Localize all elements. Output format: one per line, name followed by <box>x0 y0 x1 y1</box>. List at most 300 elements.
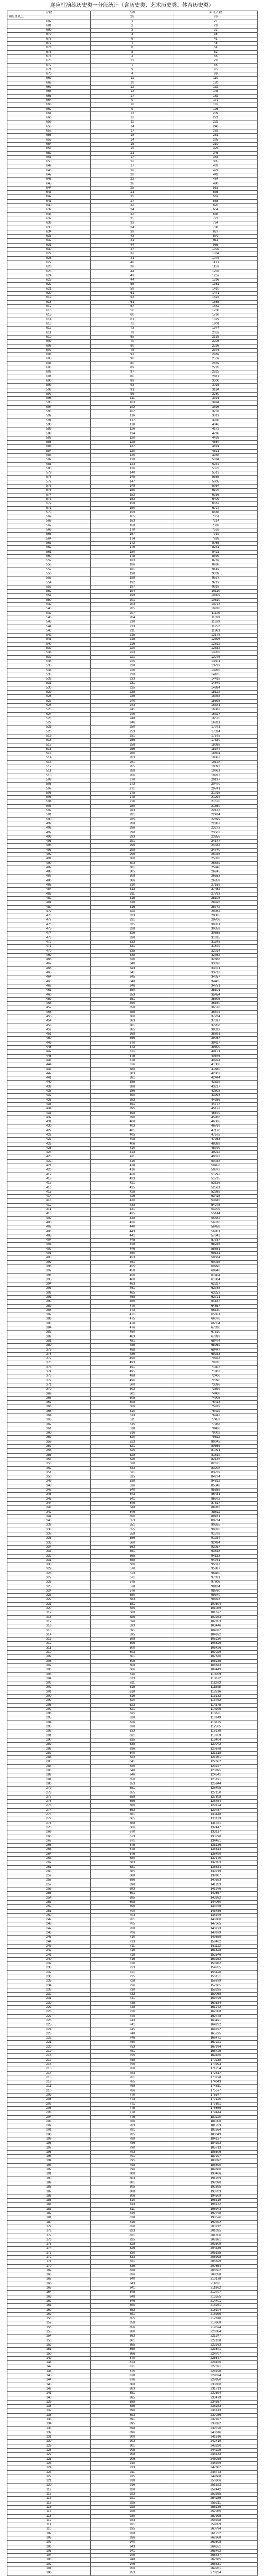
table-row <box>7 2497 258 2501</box>
count-cell: 873 <box>91 2361 174 2365</box>
score-cell: 232 <box>7 1993 91 1997</box>
cumulative-cell: 163491 <box>174 2019 258 2023</box>
table-row <box>7 2501 258 2505</box>
score-cell: 364 <box>7 1414 91 1418</box>
count-cell: 47 <box>91 248 174 252</box>
count-cell: 130 <box>91 449 174 453</box>
score-cell: 211 <box>7 2085 91 2089</box>
cumulative-cell: 22414 <box>174 813 258 817</box>
score-cell: 637 <box>7 217 91 221</box>
table-row <box>7 1173 258 1177</box>
count-cell: 355 <box>91 1002 174 1006</box>
table-row <box>7 1212 258 1216</box>
count-cell: 898 <box>91 2426 174 2431</box>
score-cell: 320 <box>7 1607 91 1611</box>
cumulative-cell: 4172 <box>174 427 258 432</box>
count-cell: 676 <box>91 1852 174 1856</box>
cumulative-cell: 214401 <box>174 2299 258 2303</box>
table-row <box>7 1348 258 1352</box>
count-cell: 286 <box>91 826 174 831</box>
count-cell: 685 <box>91 1870 174 1874</box>
score-cell: 550 <box>7 598 91 602</box>
score-cell: 184 <box>7 2203 91 2207</box>
table-row <box>7 54 258 59</box>
score-cell: 227 <box>7 2014 91 2019</box>
table-row <box>7 1107 258 1111</box>
score-cell: 188 <box>7 2186 91 2190</box>
score-cell: 508 <box>7 783 91 787</box>
score-cell: 510 <box>7 774 91 778</box>
score-cell: 492 <box>7 853 91 857</box>
count-cell: 143 <box>91 462 174 467</box>
count-cell: 938 <box>91 2532 174 2536</box>
count-cell: 199 <box>91 594 174 598</box>
table-row <box>7 1344 258 1348</box>
score-cell: 513 <box>7 760 91 765</box>
table-row <box>7 752 258 756</box>
table-row <box>7 348 258 352</box>
cumulative-cell: 16327 <box>174 712 258 717</box>
table-row <box>7 918 258 923</box>
count-cell: 90 <box>91 344 174 348</box>
score-cell: 466 <box>7 966 91 971</box>
score-cell: 384 <box>7 1326 91 1331</box>
cumulative-cell: 490 <box>174 182 258 186</box>
table-row <box>7 1278 258 1282</box>
cumulative-cell: 13055 <box>174 651 258 655</box>
count-cell: 152 <box>91 493 174 497</box>
score-cell: 250 <box>7 1913 91 1918</box>
count-cell: 9 <box>91 107 174 111</box>
score-cell: 403 <box>7 1243 91 1247</box>
count-cell: 628 <box>91 1716 174 1721</box>
table-row <box>7 1239 258 1243</box>
score-distribution-sheet <box>7 2 257 2576</box>
count-cell: 740 <box>91 2014 174 2019</box>
score-cell: 296 <box>7 1712 91 1716</box>
cumulative-cell: 20197 <box>174 778 258 782</box>
score-cell: 662 <box>7 107 91 111</box>
table-row <box>7 419 258 423</box>
score-cell: 223 <box>7 2032 91 2036</box>
score-cell: 273 <box>7 1813 91 1817</box>
table-row <box>7 664 258 668</box>
score-cell: 541 <box>7 638 91 642</box>
score-cell: 212 <box>7 2080 91 2085</box>
score-cell: 590 <box>7 423 91 427</box>
count-cell: 458 <box>91 1269 174 1273</box>
score-cell: 625 <box>7 269 91 274</box>
cumulative-cell: 34057 <box>174 975 258 980</box>
count-cell: 378 <box>91 1058 174 1063</box>
table-row <box>7 243 258 247</box>
score-cell: 434 <box>7 1107 91 1111</box>
score-cell: 511 <box>7 769 91 774</box>
table-row <box>7 2440 258 2444</box>
cumulative-cell: 1652 <box>174 304 258 309</box>
cumulative-cell: 3093 <box>174 384 258 388</box>
table-row <box>7 2335 258 2339</box>
score-cell: 567 <box>7 524 91 528</box>
score-cell: 395 <box>7 1278 91 1282</box>
cumulative-cell: 1075 <box>174 256 258 261</box>
count-cell: 523 <box>91 1440 174 1444</box>
cumulative-cell: 35805 <box>174 997 258 1001</box>
table-row <box>7 1313 258 1317</box>
cumulative-cell: 69447 <box>174 1348 258 1352</box>
score-cell: 177 <box>7 2234 91 2238</box>
score-cell: 577 <box>7 480 91 484</box>
count-cell: 288 <box>91 822 174 826</box>
table-row <box>7 2159 258 2163</box>
cumulative-cell: 212707 <box>174 2291 258 2295</box>
count-cell: 606 <box>91 1668 174 1672</box>
cumulative-cell: 189686 <box>174 2168 258 2172</box>
score-cell: 595 <box>7 401 91 405</box>
score-cell: 118 <box>7 2493 91 2497</box>
table-row <box>7 2304 258 2308</box>
count-cell: 775 <box>91 2106 174 2110</box>
table-row <box>7 1813 258 1817</box>
score-cell: 552 <box>7 590 91 594</box>
score-cell: 170 <box>7 2264 91 2268</box>
score-cell: 441 <box>7 1076 91 1081</box>
table-row <box>7 2010 258 2014</box>
table-row <box>7 2260 258 2264</box>
count-cell: 258 <box>91 743 174 747</box>
table-row <box>7 287 258 291</box>
score-cell: 638 <box>7 212 91 217</box>
table-row <box>7 2479 258 2484</box>
table-row <box>7 1892 258 1896</box>
count-cell: 80 <box>91 361 174 366</box>
cumulative-cell: 139907 <box>174 1874 258 1878</box>
cumulative-cell: 72896 <box>174 1379 258 1383</box>
count-cell: 67 <box>91 304 174 309</box>
count-cell: 405 <box>91 1133 174 1138</box>
count-cell: 97 <box>91 370 174 375</box>
cumulative-cell: 58681 <box>174 1247 258 1251</box>
count-cell: 561 <box>91 1550 174 1554</box>
count-cell: 820 <box>91 2225 174 2229</box>
table-row <box>7 1317 258 1322</box>
score-cell: 131 <box>7 2435 91 2440</box>
count-cell: 520 <box>91 1436 174 1440</box>
score-cell: 331 <box>7 1558 91 1563</box>
score-cell: 321 <box>7 1602 91 1606</box>
score-cell: 175 <box>7 2243 91 2247</box>
score-cell: 404 <box>7 1239 91 1243</box>
page-title: 遂应性演练历史类一分段统计（含历史类、艺术历史类、体育历史类） <box>50 3 214 8</box>
count-cell: 888 <box>91 2400 174 2404</box>
table-row <box>7 1182 258 1186</box>
score-cell: 663 <box>7 103 91 107</box>
count-cell: 646 <box>91 1773 174 1778</box>
table-row <box>7 1225 258 1230</box>
table-row <box>7 1431 258 1436</box>
cumulative-cell: 2728 <box>174 366 258 370</box>
count-cell: 430 <box>91 1199 174 1203</box>
count-cell: 736 <box>91 2010 174 2014</box>
count-cell: 756 <box>91 2062 174 2067</box>
count-cell: 781 <box>91 2128 174 2133</box>
table-row <box>7 261 258 265</box>
cumulative-cell: 4956 <box>174 453 258 458</box>
score-cell: 675 <box>7 50 91 54</box>
count-cell: 833 <box>91 2256 174 2260</box>
score-cell: 270 <box>7 1826 91 1830</box>
cumulative-cell: 59131 <box>174 1252 258 1256</box>
score-cell: 487 <box>7 875 91 879</box>
count-cell: 651 <box>91 1787 174 1791</box>
table-row <box>7 2050 258 2054</box>
count-cell: 375 <box>91 1054 174 1058</box>
count-cell: 525 <box>91 1449 174 1453</box>
table-row <box>7 1874 258 1878</box>
table-row <box>7 2312 258 2317</box>
cumulative-cell: 561 <box>174 195 258 199</box>
count-cell: 928 <box>91 2505 174 2509</box>
cumulative-cell: 33712 <box>174 971 258 975</box>
table-row <box>7 182 258 186</box>
count-cell: 581 <box>91 1602 174 1606</box>
count-cell: 936 <box>91 2536 174 2541</box>
count-cell: 528 <box>91 1453 174 1457</box>
table-row <box>7 1076 258 1081</box>
cumulative-cell: 180220 <box>174 2115 258 2119</box>
table-row <box>7 787 258 791</box>
table-row <box>7 427 258 432</box>
score-cell: 141 <box>7 2392 91 2396</box>
score-cell: 418 <box>7 1177 91 1181</box>
table-row <box>7 111 258 116</box>
score-cell: 593 <box>7 410 91 414</box>
cumulative-cell: 174043 <box>174 2080 258 2085</box>
table-row <box>7 1984 258 1988</box>
score-cell: 293 <box>7 1725 91 1729</box>
table-row <box>7 2409 258 2413</box>
cumulative-cell: 228196 <box>174 2369 258 2374</box>
table-row <box>7 335 258 339</box>
score-cell: 198 <box>7 2142 91 2146</box>
table-row <box>7 1677 258 1681</box>
table-row <box>7 1791 258 1795</box>
count-cell: 213 <box>91 625 174 629</box>
score-cell: 644 <box>7 186 91 190</box>
table-row <box>7 1835 258 1839</box>
count-cell: 950 <box>91 2567 174 2571</box>
table-row <box>7 375 258 379</box>
count-cell: 124 <box>91 432 174 436</box>
cumulative-cell: 144756 <box>174 1905 258 1909</box>
score-cell: 611 <box>7 331 91 335</box>
cumulative-cell: 129124 <box>174 1804 258 1808</box>
count-cell: 53 <box>91 296 174 300</box>
table-row <box>7 1033 258 1037</box>
cumulative-cell: 11539 <box>174 620 258 625</box>
score-cell: 166 <box>7 2282 91 2286</box>
table-row <box>7 655 258 659</box>
score-cell: 634 <box>7 230 91 234</box>
count-cell: 59 <box>91 287 174 291</box>
cumulative-cell: 15841 <box>174 703 258 708</box>
score-cell: 329 <box>7 1567 91 1571</box>
count-cell: 656 <box>91 1800 174 1804</box>
count-cell: 791 <box>91 2155 174 2159</box>
column-header-cumulative: 累计人数 <box>174 11 258 15</box>
count-cell: 638 <box>91 1743 174 1747</box>
score-cell: 206 <box>7 2106 91 2110</box>
table-row <box>7 2062 258 2067</box>
table-row <box>7 2422 258 2426</box>
score-cell: 262 <box>7 1861 91 1865</box>
cumulative-cell: 34751 <box>174 984 258 988</box>
cumulative-cell: 30031 <box>174 923 258 927</box>
cumulative-cell: 111898 <box>174 1686 258 1690</box>
count-cell: 723 <box>91 1966 174 1970</box>
score-cell: 525 <box>7 708 91 712</box>
score-cell: 458 <box>7 1002 91 1006</box>
score-cell: 658 <box>7 125 91 129</box>
count-cell: 205 <box>91 607 174 611</box>
count-cell: 308 <box>91 875 174 879</box>
score-cell: 421 <box>7 1164 91 1168</box>
table-row <box>7 2238 258 2242</box>
table-row <box>7 1629 258 1633</box>
score-cell: 518 <box>7 739 91 743</box>
table-row <box>7 397 258 401</box>
table-row <box>7 1918 258 1922</box>
cumulative-cell: 3280 <box>174 392 258 396</box>
count-cell: 201 <box>91 598 174 602</box>
cumulative-cell: 47575 <box>174 1133 258 1138</box>
count-cell: 568 <box>91 1558 174 1563</box>
cumulative-cell: 93618 <box>174 1550 258 1554</box>
score-cell: 226 <box>7 2019 91 2023</box>
cumulative-cell: 170994 <box>174 2062 258 2067</box>
cumulative-cell: 125191 <box>174 1778 258 1782</box>
cumulative-cell: 90820 <box>174 1528 258 1532</box>
count-cell: 270 <box>91 778 174 782</box>
score-cell: 565 <box>7 533 91 537</box>
count-cell: 803 <box>91 2177 174 2181</box>
cumulative-cell: 247862 <box>174 2466 258 2470</box>
cumulative-cell: 59584 <box>174 1256 258 1260</box>
score-cell: 115 <box>7 2505 91 2509</box>
count-cell: 601 <box>91 1655 174 1659</box>
table-row <box>7 147 258 151</box>
table-row <box>7 1528 258 1532</box>
count-cell: 863 <box>91 2335 174 2339</box>
cumulative-cell: 211021 <box>174 2282 258 2286</box>
table-row <box>7 313 258 318</box>
score-cell: 161 <box>7 2304 91 2308</box>
cumulative-cell: 148979 <box>174 1931 258 1936</box>
cumulative-cell: 2911 <box>174 375 258 379</box>
cumulative-cell: 45172 <box>174 1107 258 1111</box>
score-cell: 237 <box>7 1970 91 1975</box>
count-cell: 763 <box>91 2071 174 2076</box>
count-cell: 93 <box>91 384 174 388</box>
cumulative-cell: 118138 <box>174 1729 258 1734</box>
score-cell: 169 <box>7 2268 91 2273</box>
count-cell: 481 <box>91 1339 174 1343</box>
count-cell: 368 <box>91 1033 174 1037</box>
score-cell: 537 <box>7 655 91 659</box>
cumulative-cell: 209 <box>174 111 258 116</box>
score-cell: 607 <box>7 348 91 352</box>
score-cell: 138 <box>7 2405 91 2409</box>
table-row <box>7 186 258 190</box>
score-cell: 178 <box>7 2229 91 2234</box>
score-cell: 603 <box>7 366 91 370</box>
table-row <box>7 1655 258 1659</box>
table-row <box>7 2470 258 2475</box>
count-cell: 174 <box>91 537 174 541</box>
cumulative-cell: 262668 <box>174 2536 258 2541</box>
cumulative-cell: 43993 <box>174 1094 258 1098</box>
cumulative-cell: 31015 <box>174 936 258 940</box>
cumulative-cell: 243320 <box>174 2444 258 2448</box>
table-row <box>7 2356 258 2360</box>
count-cell: 531 <box>91 1471 174 1475</box>
table-row <box>7 1282 258 1287</box>
cumulative-cell: 28742 <box>174 905 258 909</box>
count-cell: 541 <box>91 1497 174 1501</box>
table-row <box>7 414 258 419</box>
count-cell: 158 <box>91 502 174 506</box>
cumulative-cell: 80045 <box>174 1440 258 1444</box>
cumulative-cell: 6104 <box>174 489 258 493</box>
cumulative-cell: 219524 <box>174 2326 258 2330</box>
score-cell: 182 <box>7 2212 91 2216</box>
table-row <box>7 1751 258 1755</box>
table-row <box>7 796 258 800</box>
cumulative-cell: 188092 <box>174 2159 258 2163</box>
cumulative-cell: 464 <box>174 178 258 182</box>
cumulative-cell: 12612 <box>174 642 258 646</box>
cumulative-cell: 44777 <box>174 1102 258 1106</box>
count-cell: 571 <box>91 1576 174 1580</box>
score-cell: 554 <box>7 581 91 585</box>
count-cell: 551 <box>91 1523 174 1528</box>
table-row <box>7 760 258 765</box>
cumulative-cell: 86972 <box>174 1497 258 1501</box>
count-cell: 865 <box>91 2343 174 2347</box>
score-cell: 337 <box>7 1532 91 1537</box>
score-cell: 470 <box>7 949 91 953</box>
score-cell: 126 <box>7 2457 91 2461</box>
score-cell: 261 <box>7 1865 91 1870</box>
score-cell: 224 <box>7 2028 91 2032</box>
cumulative-cell: 99340 <box>174 1594 258 1598</box>
table-row <box>7 1690 258 1694</box>
count-cell: 147 <box>91 480 174 484</box>
score-cell: 111 <box>7 2523 91 2527</box>
score-cell: 585 <box>7 445 91 449</box>
table-row <box>7 2124 258 2128</box>
table-row <box>7 2168 258 2172</box>
table-row <box>7 2484 258 2488</box>
table-row <box>7 296 258 300</box>
cumulative-cell: 161272 <box>174 2006 258 2010</box>
table-row <box>7 1462 258 1466</box>
score-cell: 130 <box>7 2440 91 2444</box>
table-row <box>7 1199 258 1203</box>
count-cell: 728 <box>91 1979 174 1984</box>
table-row <box>7 1300 258 1304</box>
score-cell: 363 <box>7 1418 91 1422</box>
